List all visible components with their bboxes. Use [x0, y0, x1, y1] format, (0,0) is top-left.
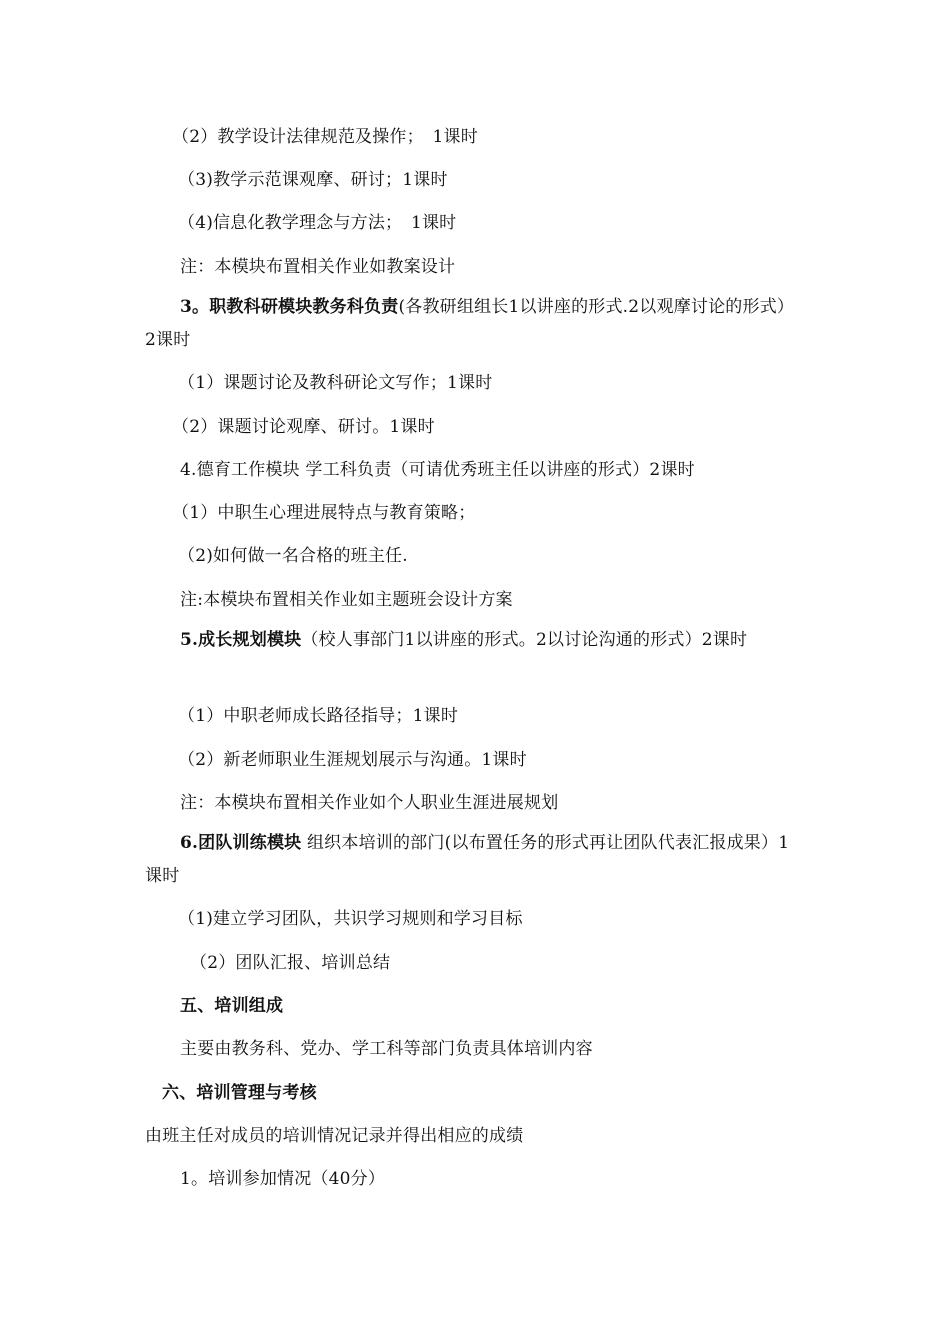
paragraph-research-item-2: （2）课题讨论观摩、研讨。1课时 [172, 417, 435, 437]
section-6-team-training [145, 827, 805, 893]
section-3-research-module [145, 291, 805, 357]
section-3-heading: 3。职教科研模块教务科负责 [180, 297, 399, 317]
note-career-plan: 注：本模块布置相关作业如个人职业生涯进展规划 [180, 793, 559, 813]
paragraph-assessment-intro: 由班主任对成员的培训情况记录并得出相应的成绩 [145, 1126, 524, 1146]
section-5-heading: 5.成长规划模块 [180, 630, 302, 650]
section-3-detail: (各教研组组长1以讲座的形式.2以观摩讨论的形式）2课时 [145, 297, 795, 350]
paragraph-moral-item-1: （1）中职生心理进展特点与教育策略； [172, 503, 476, 523]
heading-management-assessment: 六、培训管理与考核 [162, 1083, 317, 1103]
note-lesson-plan: 注：本模块布置相关作业如教案设计 [180, 257, 456, 277]
section-6-detail: 组织本培训的部门(以布置任务的形式再让团队代表汇报成果）1课时 [145, 833, 790, 886]
section-5-detail: （校人事部门1以讲座的形式。2以讨论沟通的形式）2课时 [301, 630, 748, 650]
paragraph-training-composition: 主要由教务科、党办、学工科等部门负责具体培训内容 [180, 1039, 593, 1059]
section-6-heading: 6.团队训练模块 [180, 833, 302, 853]
section-4-moral-education: 4.德育工作模块 学工科负责（可请优秀班主任以讲座的形式）2课时 [180, 460, 695, 480]
paragraph-growth-item-2: （2）新老师职业生涯规划展示与沟通。1课时 [178, 750, 527, 770]
note-class-meeting: 注:本模块布置相关作业如主题班会设计方案 [180, 590, 513, 610]
section-5-growth-planning [145, 624, 805, 657]
paragraph-team-item-2: （2）团队汇报、培训总结 [190, 953, 391, 973]
paragraph-item-3-demo-class: （3)教学示范课观摩、研讨；1课时 [178, 170, 448, 190]
paragraph-moral-item-2: （2)如何做一名合格的班主任. [178, 546, 408, 566]
paragraph-research-item-1: （1）课题讨论及教科研论文写作；1课时 [178, 373, 493, 393]
heading-training-composition: 五、培训组成 [180, 996, 284, 1016]
paragraph-attendance-score: 1。培训参加情况（40分） [180, 1169, 386, 1189]
paragraph-team-item-1: （1)建立学习团队，共识学习规则和学习目标 [178, 909, 523, 929]
paragraph-growth-item-1: （1）中职老师成长路径指导；1课时 [178, 706, 459, 726]
paragraph-item-2-design-law: （2）教学设计法律规范及操作； 1课时 [172, 127, 478, 147]
paragraph-item-4-informatization: （4)信息化教学理念与方法； 1课时 [178, 213, 457, 233]
